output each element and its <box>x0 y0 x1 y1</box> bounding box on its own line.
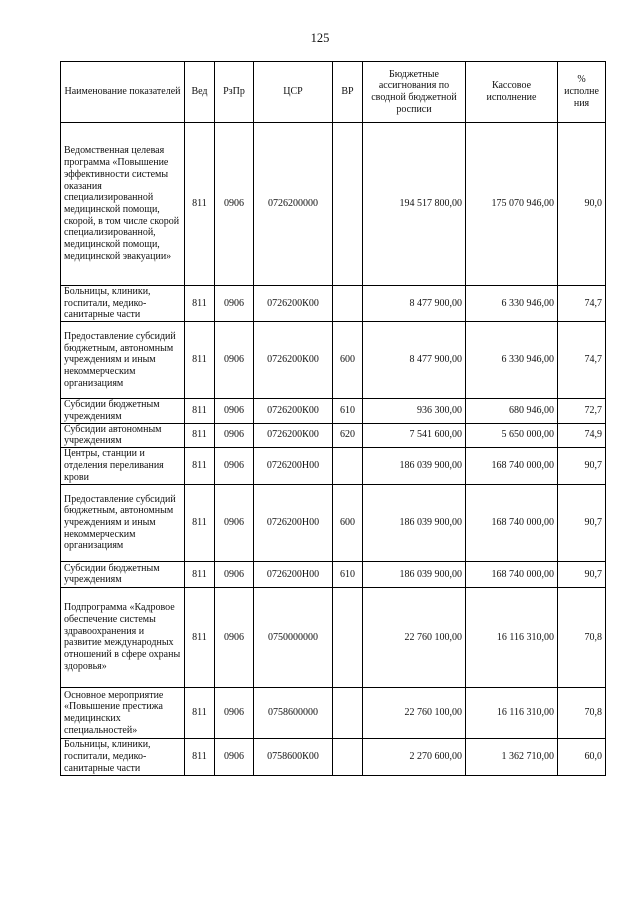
row-ved: 811 <box>185 399 215 423</box>
table-row <box>61 423 606 447</box>
row-rzpr: 0906 <box>215 322 254 399</box>
row-cash: 680 946,00 <box>466 399 558 423</box>
row-pct: 90,7 <box>558 484 606 561</box>
row-budget: 8 477 900,00 <box>363 286 466 322</box>
row-vr: 620 <box>333 423 363 447</box>
row-vr <box>333 447 363 484</box>
row-budget: 8 477 900,00 <box>363 322 466 399</box>
row-csr: 0726200Н00 <box>254 447 333 484</box>
row-pct: 90,7 <box>558 561 606 587</box>
row-pct: 90,7 <box>558 447 606 484</box>
row-ved: 811 <box>185 687 215 738</box>
row-rzpr: 0906 <box>215 738 254 775</box>
row-name: Центры, станции и отделения переливания крови <box>61 447 185 484</box>
row-pct: 70,8 <box>558 687 606 738</box>
row-budget: 186 039 900,00 <box>363 447 466 484</box>
row-budget: 936 300,00 <box>363 399 466 423</box>
row-csr: 0726200К00 <box>254 286 333 322</box>
row-vr <box>333 738 363 775</box>
row-vr: 600 <box>333 484 363 561</box>
row-cash: 175 070 946,00 <box>466 123 558 286</box>
row-csr: 0758600000 <box>254 687 333 738</box>
budget-execution-table <box>60 61 606 776</box>
row-name: Субсидии автономным учреждениям <box>61 423 185 447</box>
table-header-row <box>61 62 606 123</box>
row-name: Основное мероприятие «Повышение престижа медицинских специальностей» <box>61 687 185 738</box>
row-vr <box>333 587 363 687</box>
row-vr: 610 <box>333 399 363 423</box>
table-row <box>61 123 606 286</box>
row-csr: 0726200К00 <box>254 322 333 399</box>
row-pct: 70,8 <box>558 587 606 687</box>
header-budget: Бюджетные ассигнования по сводной бюджетной росписи <box>363 62 466 123</box>
row-rzpr: 0906 <box>215 399 254 423</box>
row-csr: 0726200000 <box>254 123 333 286</box>
row-ved: 811 <box>185 447 215 484</box>
row-cash: 168 740 000,00 <box>466 484 558 561</box>
row-rzpr: 0906 <box>215 587 254 687</box>
row-rzpr: 0906 <box>215 561 254 587</box>
row-cash: 6 330 946,00 <box>466 322 558 399</box>
row-pct: 74,9 <box>558 423 606 447</box>
row-cash: 6 330 946,00 <box>466 286 558 322</box>
row-rzpr: 0906 <box>215 484 254 561</box>
table-row <box>61 738 606 775</box>
row-cash: 1 362 710,00 <box>466 738 558 775</box>
row-rzpr: 0906 <box>215 447 254 484</box>
row-cash: 168 740 000,00 <box>466 447 558 484</box>
row-rzpr: 0906 <box>215 423 254 447</box>
row-csr: 0726200К00 <box>254 399 333 423</box>
row-ved: 811 <box>185 123 215 286</box>
row-csr: 0726200Н00 <box>254 484 333 561</box>
table-row <box>61 286 606 322</box>
table-row <box>61 561 606 587</box>
row-csr: 0750000000 <box>254 587 333 687</box>
row-ved: 811 <box>185 322 215 399</box>
row-name: Больницы, клиники, госпитали, медико-санитарные части <box>61 286 185 322</box>
row-csr: 0726200Н00 <box>254 561 333 587</box>
header-pct: % исполне ния <box>558 62 606 123</box>
row-vr <box>333 687 363 738</box>
header-name: Наименование показателей <box>61 62 185 123</box>
row-vr <box>333 123 363 286</box>
row-pct: 74,7 <box>558 286 606 322</box>
row-rzpr: 0906 <box>215 687 254 738</box>
row-name: Субсидии бюджетным учреждениям <box>61 399 185 423</box>
row-ved: 811 <box>185 587 215 687</box>
row-budget: 22 760 100,00 <box>363 587 466 687</box>
row-rzpr: 0906 <box>215 286 254 322</box>
header-rzpr: РзПр <box>215 62 254 123</box>
table-row <box>61 587 606 687</box>
row-vr: 600 <box>333 322 363 399</box>
row-cash: 16 116 310,00 <box>466 687 558 738</box>
row-pct: 72,7 <box>558 399 606 423</box>
row-budget: 194 517 800,00 <box>363 123 466 286</box>
row-cash: 168 740 000,00 <box>466 561 558 587</box>
row-name: Предоставление субсидий бюджетным, автономным учреждениям и иным некоммерческим организациям <box>61 484 185 561</box>
table-row <box>61 484 606 561</box>
row-name: Субсидии бюджетным учреждениям <box>61 561 185 587</box>
row-pct: 60,0 <box>558 738 606 775</box>
row-budget: 2 270 600,00 <box>363 738 466 775</box>
row-pct: 74,7 <box>558 322 606 399</box>
row-csr: 0726200К00 <box>254 423 333 447</box>
table-row <box>61 447 606 484</box>
table-row <box>61 322 606 399</box>
row-budget: 7 541 600,00 <box>363 423 466 447</box>
header-cash: Кассовое исполнение <box>466 62 558 123</box>
row-name: Больницы, клиники, госпитали, медико-санитарные части <box>61 738 185 775</box>
row-budget: 186 039 900,00 <box>363 484 466 561</box>
row-pct: 90,0 <box>558 123 606 286</box>
header-csr: ЦСР <box>254 62 333 123</box>
page-number: 125 <box>310 31 330 45</box>
row-name: Ведомственная целевая программа «Повышение эффективности системы оказания специализированной медицинской помощи, скорой, в том числе скорой специализированной, медицинской помощи, медицинской эвакуации» <box>61 123 185 286</box>
row-rzpr: 0906 <box>215 123 254 286</box>
row-budget: 22 760 100,00 <box>363 687 466 738</box>
row-ved: 811 <box>185 561 215 587</box>
row-ved: 811 <box>185 484 215 561</box>
table-row <box>61 687 606 738</box>
header-ved: Вед <box>185 62 215 123</box>
row-ved: 811 <box>185 738 215 775</box>
row-name: Предоставление субсидий бюджетным, автономным учреждениям и иным некоммерческим организациям <box>61 322 185 399</box>
header-vr: ВР <box>333 62 363 123</box>
row-vr <box>333 286 363 322</box>
row-ved: 811 <box>185 423 215 447</box>
row-name: Подпрограмма «Кадровое обеспечение системы здравоохранения и развитие международных отношений в сфере охраны здоровья» <box>61 587 185 687</box>
row-csr: 0758600К00 <box>254 738 333 775</box>
row-ved: 811 <box>185 286 215 322</box>
row-budget: 186 039 900,00 <box>363 561 466 587</box>
row-cash: 16 116 310,00 <box>466 587 558 687</box>
table-row <box>61 399 606 423</box>
row-cash: 5 650 000,00 <box>466 423 558 447</box>
row-vr: 610 <box>333 561 363 587</box>
